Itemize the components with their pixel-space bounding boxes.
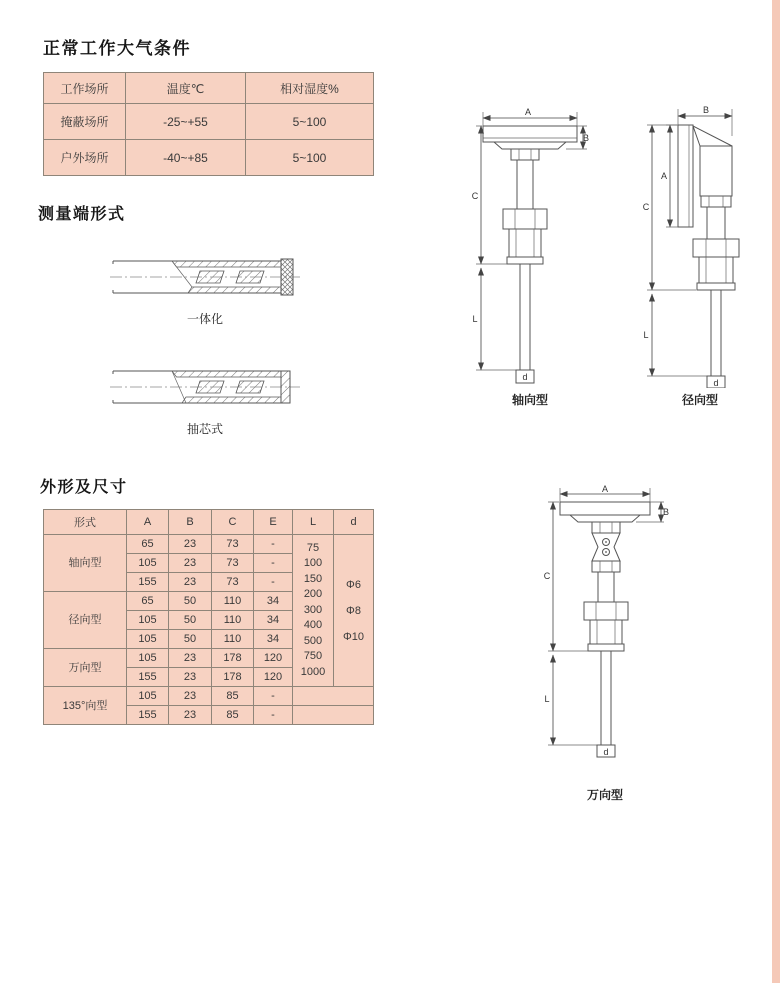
cell: 105 — [127, 611, 169, 630]
cell: 105 — [127, 630, 169, 649]
cell: 85 — [212, 687, 254, 706]
cell: 5~100 — [246, 104, 374, 140]
cell: 110 — [212, 592, 254, 611]
cell: 65 — [127, 592, 169, 611]
cell: 户外场所 — [44, 140, 126, 176]
col-header: C — [212, 510, 254, 535]
cell: 23 — [169, 554, 212, 573]
cell: 23 — [169, 687, 212, 706]
type-cell: 135°向型 — [44, 687, 127, 725]
svg-text:d: d — [713, 378, 719, 388]
cell: 23 — [169, 706, 212, 725]
dimensions-table — [43, 509, 374, 725]
cell: 5~100 — [246, 140, 374, 176]
cell: 155 — [127, 668, 169, 687]
cell: 110 — [212, 611, 254, 630]
cell: 73 — [212, 535, 254, 554]
table-row — [44, 140, 374, 176]
type-cell: 径向型 — [44, 592, 127, 649]
l-values-cell: 75 100 150 200 300 400 500 750 1000 — [293, 535, 334, 687]
cell: - — [254, 554, 293, 573]
col-header: 相对湿度% — [246, 73, 374, 104]
diagram-label: 万向型 — [586, 788, 623, 802]
svg-text:L: L — [643, 330, 649, 340]
col-header: 形式 — [44, 510, 127, 535]
section3-title: 外形及尺寸 — [40, 479, 128, 496]
section2-title: 测量端形式 — [38, 206, 126, 223]
axial-type-diagram — [470, 106, 590, 388]
table-row — [44, 687, 374, 706]
cell: 110 — [212, 630, 254, 649]
cell: 178 — [212, 668, 254, 687]
svg-text:A: A — [601, 484, 609, 494]
cell: 73 — [212, 554, 254, 573]
cell: 105 — [127, 554, 169, 573]
cell: - — [254, 535, 293, 554]
cell: 23 — [169, 668, 212, 687]
cell: 120 — [254, 649, 293, 668]
diagram-label: 径向型 — [681, 393, 718, 407]
cell: 50 — [169, 592, 212, 611]
cell: - — [254, 687, 293, 706]
integrated-probe-diagram — [110, 252, 300, 302]
core-pull-probe-diagram — [110, 362, 300, 412]
svg-text:A: A — [660, 171, 668, 181]
svg-text:C: C — [471, 191, 479, 201]
figure-label: 抽芯式 — [186, 422, 223, 436]
col-header: E — [254, 510, 293, 535]
type-cell: 轴向型 — [44, 535, 127, 592]
table-row — [44, 104, 374, 140]
svg-text:L: L — [472, 314, 478, 324]
svg-text:C: C — [543, 571, 551, 581]
cell: 65 — [127, 535, 169, 554]
cell: 155 — [127, 573, 169, 592]
svg-text:B: B — [702, 106, 710, 115]
col-header: A — [127, 510, 169, 535]
type-cell: 万向型 — [44, 649, 127, 687]
svg-text:d: d — [603, 747, 609, 757]
cell: 155 — [127, 706, 169, 725]
radial-type-diagram — [640, 106, 760, 388]
table-row — [44, 535, 374, 554]
cell: 105 — [127, 649, 169, 668]
svg-text:C: C — [642, 202, 650, 212]
figure-label: 一体化 — [186, 312, 223, 326]
cell: 23 — [169, 535, 212, 554]
col-header: L — [293, 510, 334, 535]
cell: 105 — [127, 687, 169, 706]
empty-cell — [293, 706, 374, 725]
cell: -25~+55 — [126, 104, 246, 140]
cell: 120 — [254, 668, 293, 687]
col-header: 工作场所 — [44, 73, 126, 104]
table-header-row — [44, 73, 374, 104]
svg-text:B: B — [582, 133, 590, 143]
cell: 23 — [169, 649, 212, 668]
svg-text:B: B — [662, 507, 670, 517]
cell: 23 — [169, 573, 212, 592]
table-header-row — [44, 510, 374, 535]
cell: 85 — [212, 706, 254, 725]
cell: 50 — [169, 611, 212, 630]
universal-type-diagram — [540, 484, 670, 764]
cell: -40~+85 — [126, 140, 246, 176]
col-header: B — [169, 510, 212, 535]
cell: 34 — [254, 592, 293, 611]
cell: 34 — [254, 630, 293, 649]
cell: 掩蔽场所 — [44, 104, 126, 140]
svg-text:L: L — [544, 694, 550, 704]
section1-title: 正常工作大气条件 — [43, 39, 191, 58]
cell: 34 — [254, 611, 293, 630]
d-values-cell: Φ6 Φ8 Φ10 — [334, 535, 374, 687]
cell: 178 — [212, 649, 254, 668]
empty-cell — [293, 687, 374, 706]
cell: - — [254, 706, 293, 725]
svg-text:d: d — [522, 372, 528, 382]
col-header: 温度℃ — [126, 73, 246, 104]
cell: 73 — [212, 573, 254, 592]
cell: - — [254, 573, 293, 592]
svg-text:A: A — [524, 107, 532, 117]
cell: 50 — [169, 630, 212, 649]
diagram-label: 轴向型 — [511, 393, 548, 407]
page-edge-strip — [772, 0, 780, 983]
col-header: d — [334, 510, 374, 535]
atmosphere-conditions-table — [43, 72, 374, 176]
